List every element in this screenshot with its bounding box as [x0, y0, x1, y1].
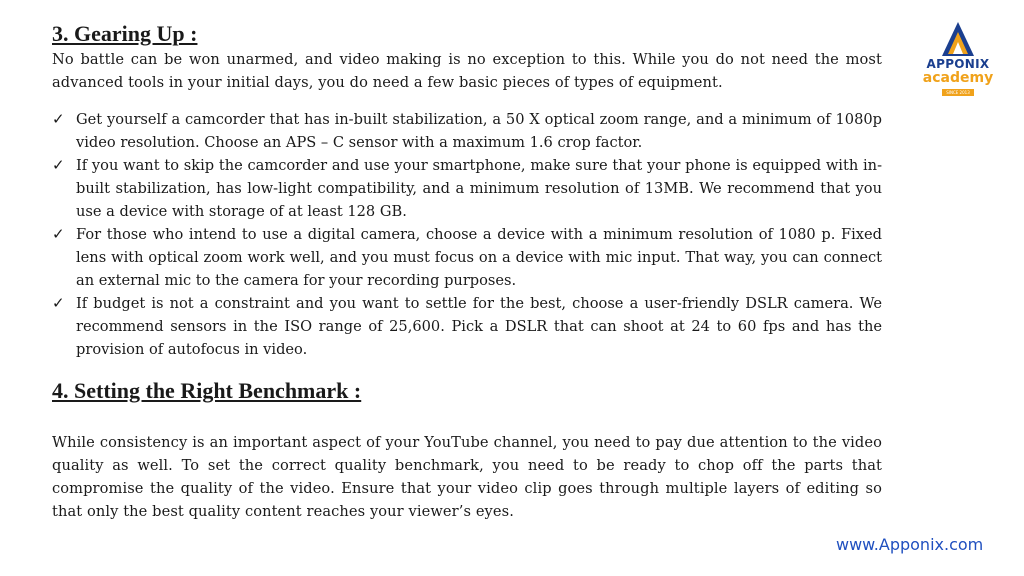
logo-sub-text: academy	[922, 70, 994, 86]
check-icon: ✓	[52, 156, 65, 174]
section-heading-benchmark: 4. Setting the Right Benchmark :	[52, 378, 362, 403]
list-item-text: If you want to skip the camcorder and use your smartphone, make sure that your phone is equipped with in-built stabilization, has low-light compatibility, and a minimum resolution of 13MB. We recommend that you use a device with storage of at least 128 GB.	[76, 157, 882, 220]
website-link[interactable]: www.Apponix.com	[836, 535, 984, 554]
list-item-text: Get yourself a camcorder that has in-built stabilization, a 50 X optical zoom range, and a minimum of 1080p video resolution. Choose an APS – C sensor with a maximum 1.6 crop factor.	[76, 111, 882, 151]
slide-content	[52, 20, 882, 523]
list-item-text: If budget is not a constraint and you want to settle for the best, choose a user-friendly DSLR camera. We recommend sensors in the ISO range of 25,600. Pick a DSLR that can shoot at 24 to 60 fps and has the provision of autofocus in video.	[76, 295, 882, 358]
check-icon: ✓	[52, 225, 65, 243]
list-item-text: For those who intend to use a digital camera, choose a device with a minimum resolution of 1080 p. Fixed lens with optical zoom work well, and you must focus on a device with mic input. That way, you can connect an external mic to the camera for your recording purposes.	[76, 226, 882, 289]
check-icon: ✓	[52, 110, 65, 128]
equipment-list	[52, 108, 882, 361]
list-item	[52, 292, 882, 361]
section-intro: No battle can be won unarmed, and video making is no exception to this. While you do not need the most advanced tools in your initial days, you do need a few basic pieces of types of equipment.	[52, 51, 882, 91]
logo-badge: SINCE 2013	[942, 89, 974, 96]
check-icon: ✓	[52, 294, 65, 312]
list-item	[52, 108, 882, 154]
logo-brand-text: APPONIX	[926, 57, 990, 71]
section-body: While consistency is an important aspect of your YouTube channel, you need to pay due attention to the video quality as well. To set the correct quality benchmark, you need to be ready to chop off the parts that compromise the quality of the video. Ensure that your video clip goes through multiple layers of editing so that only the best quality content reaches your viewer’s eyes.	[52, 434, 882, 520]
section-heading-gearing-up: 3. Gearing Up :	[52, 21, 198, 46]
list-item	[52, 154, 882, 223]
list-item	[52, 223, 882, 292]
